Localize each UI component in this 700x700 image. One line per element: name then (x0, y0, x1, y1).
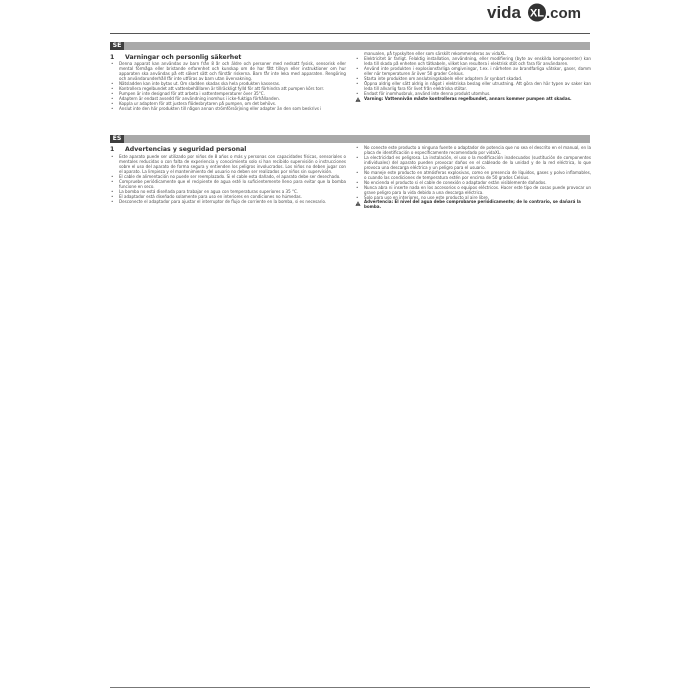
list-item: manualen, på typskylten eller som särskilt rekommenderas av vidaXL. (364, 51, 507, 56)
section-title: Varningar och personlig säkerhet (125, 54, 242, 61)
list-item: • Pumpen är inte designad för att arbeta i vattentemperaturer över 35°C. (110, 92, 346, 97)
list-item: • Compruebe periódicamente que el recipiente de agua esté lo suficientemente lleno para evitar que la bomba funcione en seco. (110, 180, 346, 190)
list-item: • La electricidad es peligrosa. La instalación, el uso o la modificación inadecuados (sustitución de componentes individuales) del aparato pueden provocar daños en el cableado de la unidad y de la red eléctrica, lo que provoca una descarga eléctrica y un peligro para el usuario. (355, 156, 591, 171)
es-warning-text: Advertencia: El nivel del agua debe comprobarse periódicamente; de lo contrario, se dañará la bomba. (364, 199, 581, 210)
list-item: • Endast för inomhusbruk, använd inte denna produkt utomhus. (355, 92, 591, 97)
language-bar-se (110, 42, 590, 50)
language-code-es: ES (110, 135, 124, 143)
es-right-list (355, 146, 591, 200)
list-item: • Nunca abra ni inserte nada en los accesorios o equipos eléctricos. Hacer este tipo de cosas puede provocar un grave peligro para la vida debido a una descarga eléctrica. (355, 186, 591, 196)
logo-text-left: vida (487, 3, 522, 22)
language-code-se: SE (110, 42, 124, 50)
list-item: • No maneje este producto en atmósferas explosivas, como en presencia de líquidos, gases y polvo inflamables, o cuando las condiciones de temperatura estén por encima de 50 grados Celsius. (355, 171, 591, 181)
es-left-list (110, 155, 346, 205)
top-divider (110, 33, 590, 34)
list-item: • La bomba no está diseñada para trabajar en agua con temperaturas superiores a 35 °C. (110, 190, 346, 195)
list-item: • Anslut inte den här produkten till någon annan strömförsörjning eller adapter än den som beskrivs i (110, 107, 346, 112)
list-item: • Este aparato puede ser utilizado por niños de 8 años o más y personas con capacidades físicas, sensoriales o mentales reducidas o con falta de experiencia y conocimiento solo si han recibido supervisión o instrucciones sobre el uso del aparato de forma segura y entienden los peligros involucrados. Los niños no deben jugar con el aparato. La limpieza y el mantenimiento del usuario no deben ser realizados por niños sin supervisión. (110, 155, 346, 175)
bottom-divider (110, 687, 590, 688)
list-item: • Elektricitet är farligt. Felaktig installation, användning, eller modifiering (byte av enskilda komponenter) kan leda till skada på enheten och tätkabeln, vilket kan resultera i elektrisk stöt och fara för användaren. (355, 57, 591, 67)
list-item: • Använd inte produkten i explosionsfarliga omgivningar, t.ex. i närheten av brandfarliga vätskor, gaser, damm eller när temperaturen är över 50 grader Celsius. (355, 67, 591, 77)
list-item: • El adaptador está diseñado solamente para uso en interiores en condiciones no húmedas. (110, 195, 346, 200)
warning-icon (355, 201, 361, 206)
se-warning (355, 97, 591, 102)
list-item: • No encienda el producto si el cable de conexión o adaptador están visiblemente dañados. (355, 181, 591, 186)
section-heading-es (110, 146, 246, 153)
se-warning-text: Varning: Vattennivån måste kontrolleras regelbundet, annars kommer pumpen att skadas. (364, 95, 572, 101)
es-warning (355, 200, 591, 210)
logo-text-right: .com (546, 5, 582, 22)
warning-icon (355, 97, 361, 102)
se-right-list (355, 52, 591, 97)
list-item: • No conecte este producto a ninguna fuente o adaptador de potencia que no sea el descrito en el manual, en la placa de identificación o específicamente recomendado por vidaXL. (355, 146, 591, 156)
se-left-column (110, 62, 346, 112)
list-item: • Adaptern är endast avsedd för användning inomhus i icke-fuktiga förhållanden. (110, 97, 346, 102)
es-left-column (110, 155, 346, 205)
vidaxl-logo (487, 2, 597, 24)
list-item: • Denna apparat kan användas av barn från 8 år och äldre och personer med nedsatt fysisk, sensorisk eller mental förmåga eller bristande erfarenhet och kunskap om de har fått tillsyn eller instruktioner om hur apparaten ska användas på ett säkert sätt och förstår riskerna. Barn får inte leka med apparaten. Rengöring och användarunderhåll får inte utföras av barn utan övervakning. (110, 62, 346, 82)
list-item: • Nätsladden kan inte bytas ut. Om sladden skadas ska hela produkten kasseras. (110, 82, 346, 87)
list-item: • Öppna aldrig eller sätt aldrig in något i elektriska beslag eller utrustning. Att göra den här typen av saker kan leda till allvarlig fara för livet från elektriska stötar. (355, 82, 591, 92)
list-item: • Desconecte el adaptador para ajustar el interruptor de flujo de corriente en la bomba, si es necesario. (110, 200, 346, 205)
section-title: Advertencias y seguridad personal (125, 146, 247, 153)
se-right-column (355, 52, 591, 102)
list-item: • El cable de alimentación no puede ser reemplazado. Si el cable esta dañado, el aparato debe ser desechado. (110, 175, 346, 180)
language-bar-es (110, 135, 590, 143)
section-number: 1 (110, 54, 115, 61)
es-right-column (355, 146, 591, 210)
section-heading-se (110, 54, 241, 61)
section-number: 1 (110, 146, 115, 153)
list-item: • Kontrollera regelbundet att vattenbehållaren är tillräckligt fylld för att förhindra att pumpen körs torr. (110, 87, 346, 92)
list-item: • Starta inte produkten om anslutningskabeln eller adaptern är synbart skadad. (355, 77, 591, 82)
logo-xl-mark: XL (529, 7, 545, 20)
list-item: • Solo para uso en interiores, no use este producto al aire libre. (355, 196, 591, 201)
se-left-list (110, 62, 346, 112)
list-item: • Koppla ur adaptern för att justera flödesbrytaren på pumpen, om det behövs. (110, 102, 346, 107)
